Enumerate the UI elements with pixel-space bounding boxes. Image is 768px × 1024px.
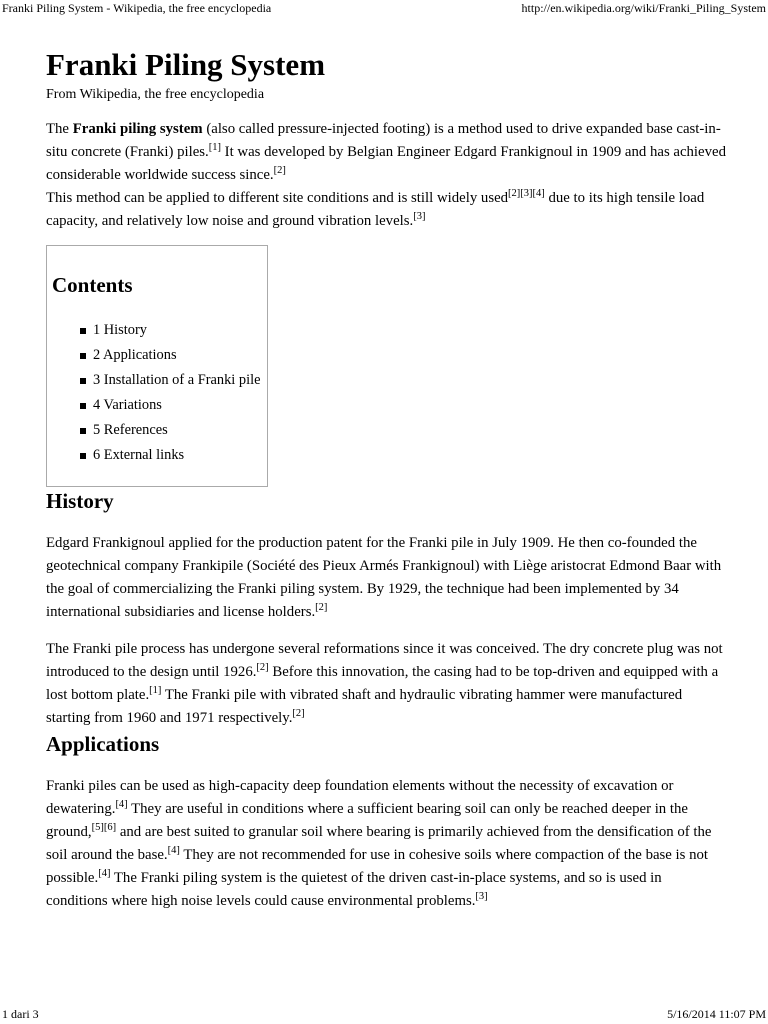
toc-item-applications[interactable] xyxy=(76,343,267,368)
bullet-icon xyxy=(80,353,86,359)
history-text: Before this innovation, the casing had to be top-driven and equipped with a lost bottom plate. xyxy=(46,664,719,703)
history-paragraph-2 xyxy=(46,638,726,730)
citation-ref[interactable]: [2] xyxy=(315,602,328,614)
toc-item-label[interactable]: 6 External links xyxy=(93,447,185,463)
print-footer xyxy=(0,1006,768,1024)
print-datetime: 5/16/2014 11:07 PM xyxy=(667,1007,766,1021)
page-subtitle: From Wikipedia, the free encyclopedia xyxy=(46,87,265,102)
toc-list xyxy=(52,318,267,468)
intro-bold-term: Franki piling system xyxy=(72,121,203,137)
intro-text: (also called pressure-injected footing) is a method used to drive expanded base cast-in-situ concrete (Franki) piles. xyxy=(46,121,721,160)
toc-item-installation[interactable] xyxy=(76,368,267,393)
applications-text: and are best suited to granular soil where bearing is primarily achieved from the densification of the soil around the base. xyxy=(46,824,712,863)
intro-section xyxy=(46,118,726,233)
citation-ref[interactable]: [2][3][4] xyxy=(508,188,545,200)
citation-ref[interactable]: [2] xyxy=(273,165,286,177)
print-header-url[interactable]: http://en.wikipedia.org/wiki/Franki_Piling_System xyxy=(521,1,766,15)
applications-heading: Applications xyxy=(46,732,160,756)
toc-item-variations[interactable] xyxy=(76,393,267,418)
intro-text: The xyxy=(46,121,73,137)
toc-item-references[interactable] xyxy=(76,418,267,443)
history-heading: History xyxy=(46,489,114,513)
citation-ref[interactable]: [3] xyxy=(475,891,488,903)
toc-heading: Contents xyxy=(52,273,133,297)
print-header xyxy=(0,0,768,18)
applications-text: The Franki piling system is the quietest of the driven cast-in-place systems, and so is used in conditions where high noise levels could cause environmental problems. xyxy=(46,870,662,909)
toc-item-label[interactable]: 5 References xyxy=(93,422,168,438)
toc-item-history[interactable] xyxy=(76,318,267,343)
citation-ref[interactable]: [1] xyxy=(208,142,221,154)
bullet-icon xyxy=(80,328,86,334)
bullet-icon xyxy=(80,428,86,434)
toc-item-label[interactable]: 1 History xyxy=(93,322,147,338)
citation-ref[interactable]: [4] xyxy=(98,868,111,880)
citation-ref[interactable]: [4] xyxy=(167,845,180,857)
citation-ref[interactable]: [2] xyxy=(292,708,305,720)
history-paragraph-1 xyxy=(46,532,726,624)
bullet-icon xyxy=(80,453,86,459)
article-content xyxy=(46,46,726,913)
page-title: Franki Piling System xyxy=(46,47,326,82)
table-of-contents xyxy=(46,245,268,487)
applications-text: Franki piles can be used as high-capacity deep foundation elements without the necessity of excavation or dewatering. xyxy=(46,778,674,817)
history-text: The Franki pile process has undergone several reformations since it was conceived. The dry concrete plug was not introduced to the design until 1926. xyxy=(46,641,723,680)
applications-text: They are useful in conditions where a sufficient bearing soil can only be reached deeper in the ground, xyxy=(46,801,688,840)
toc-item-label[interactable]: 2 Applications xyxy=(93,347,177,363)
toc-item-external-links[interactable] xyxy=(76,443,267,468)
history-text: The Franki pile with vibrated shaft and hydraulic vibrating hammer were manufactured starting from 1960 and 1971 respectively. xyxy=(46,687,683,726)
applications-text: They are not recommended for use in cohesive soils where compaction of the base is not possible. xyxy=(46,847,709,886)
intro-paragraph-1 xyxy=(46,118,726,187)
toc-item-label[interactable]: 4 Variations xyxy=(93,397,162,413)
citation-ref[interactable]: [5][6] xyxy=(91,822,117,834)
applications-paragraph-1 xyxy=(46,775,726,913)
citation-ref[interactable]: [3] xyxy=(413,211,426,223)
page-number: 1 dari 3 xyxy=(2,1007,39,1021)
bullet-icon xyxy=(80,378,86,384)
citation-ref[interactable]: [2] xyxy=(256,662,269,674)
history-text: Edgard Frankignoul applied for the production patent for the Franki pile in July 1909. He then co-founded the geotechnical company Frankipile (Société des Pieux Armés Frankignoul) with Liège aristocrat Edmond Baar with the goal of commercializing the Franki piling system. By 1929, the technique had been implemented by 34 international subsidiaries and license holders. xyxy=(46,535,722,620)
intro-text: It was developed by Belgian Engineer Edgard Frankignoul in 1909 and has achieved considerable worldwide success since. xyxy=(46,144,726,183)
intro-paragraph-2 xyxy=(46,187,726,233)
print-header-title: Franki Piling System - Wikipedia, the free encyclopedia xyxy=(2,1,272,15)
citation-ref[interactable]: [1] xyxy=(149,685,162,697)
citation-ref[interactable]: [4] xyxy=(115,799,128,811)
intro-text: This method can be applied to different site conditions and is still widely used xyxy=(46,190,509,206)
toc-item-label[interactable]: 3 Installation of a Franki pile xyxy=(93,372,261,388)
intro-text: due to its high tensile load capacity, and relatively low noise and ground vibration levels. xyxy=(46,190,705,229)
bullet-icon xyxy=(80,403,86,409)
